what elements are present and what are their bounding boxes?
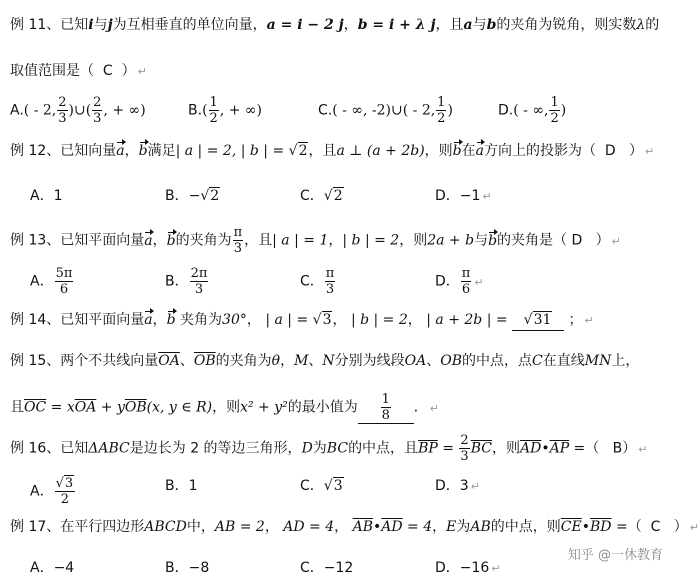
fraction [209,95,219,126]
q15-equation: + y [96,399,125,416]
q11-text: 的夹角为锐角，则实数 [496,17,637,33]
q11-answer: C [102,63,113,79]
denominator: 2 [550,111,559,126]
numerator: π [233,225,243,240]
a-definition: a = i − 2 j [266,17,344,33]
q16-text: 已知 [60,440,89,457]
radicand: 2 [210,188,220,204]
q11-text: 为互相垂直的单位向量， [112,17,267,33]
option-label: A． [30,560,54,576]
vector-b: b [488,232,498,249]
q17-close: ） [673,519,688,535]
option-label: B. [188,102,203,119]
numerator: 2 [93,95,102,110]
option-label: A. [10,102,24,119]
vector-ap: $\overline{AP}$ [549,440,570,457]
q13-close: ） [595,232,610,249]
fraction [459,433,469,464]
q15-answer-blank [358,392,414,424]
denominator: 3 [233,241,242,256]
vector-a: a [463,17,473,33]
fraction [92,95,102,126]
option-value: 3 [459,478,469,494]
vector-b: b [138,143,148,159]
q11-text: 已知 [60,17,89,33]
vector-ad: $\overline{AD}$ [519,440,542,457]
angle-fraction [233,225,244,256]
sqrt-expression: √2 [288,143,308,159]
segment-ab: AB [470,519,491,535]
return-mark-icon: ↵ [429,401,439,415]
q11-text: ，且 [435,17,464,33]
option-value: 1 [188,478,198,494]
vector-i: i [88,17,94,33]
radicand: 3 [333,478,343,494]
vector-oa: $\overline{OA}$ [74,399,97,416]
sqrt-expression: √3 [323,478,343,494]
q14-condition: | a + 2b | = [426,312,513,328]
numerator: π [325,266,335,281]
return-mark-icon: ↵ [611,234,621,248]
vector-a: a [116,143,125,159]
vector-b: b [486,17,497,33]
line-mn: MN [584,353,612,369]
q16-option-b [165,476,198,496]
vector-b: b [166,232,176,249]
q12-text: 方向上的投影为（ [484,143,596,159]
option-label: C． [300,478,324,494]
q15-equation: = x [46,399,75,416]
q12-condition: | a | = 2, | b | = [175,143,289,159]
q13-option-a [30,266,74,297]
return-mark-icon: ↵ [584,314,594,327]
option-label: B． [165,273,189,290]
q13-text: 与 [474,232,489,249]
q15-text: 两个不共线向量 [60,353,159,369]
q15-label: 例 15、 [10,353,61,369]
q17-option-a [30,558,74,578]
fraction [55,476,76,507]
q11-text: 与 [93,17,108,33]
radicand: 2 [298,143,308,159]
q11-text: 的 [645,17,660,33]
dot-symbol: • [541,440,550,457]
q16-text: 是边长为 2 的等边三角形， [129,440,302,457]
option-label: A． [30,188,54,204]
radicand: 3 [64,476,74,491]
q16-close: ） [622,440,637,457]
option-value: −12 [323,560,354,576]
option-value: −16 [459,560,490,576]
option-label: D． [435,273,460,290]
numerator: 1 [437,95,446,110]
option-value: − [188,188,201,204]
option-label: B． [165,560,189,576]
q12-text: ， [124,143,139,159]
q12-text: 已知向量 [60,143,117,159]
vector-bd: $\overline{BD}$ [590,519,612,535]
numerator: 2 [58,95,67,110]
q14-answer: 31 [533,312,552,328]
sqrt-expression: √2 [200,188,220,204]
numerator: 2π [190,266,208,281]
q17-label: 例 17、 [10,519,61,535]
return-mark-icon: ↵ [638,442,648,456]
option-text: ) [560,102,567,119]
denominator: 2 [209,111,218,126]
parallelogram-abcd: ABCD [144,519,187,535]
option-text: ( - 2, [23,102,57,119]
q14-text: ， [152,312,167,328]
option-label: A． [30,483,54,500]
point-n: N [322,353,335,369]
q11-label: 例 11、 [10,17,61,33]
sqrt-expression: √3 [312,312,332,328]
option-label: D． [435,188,460,204]
q15-condition: (x, y ∈ R) [146,399,213,416]
q13-condition: | b | = 2 [342,232,400,249]
q16-stem [10,433,647,464]
vector-b: b [452,143,462,159]
q13-expression: 2a + b [427,232,475,249]
q12-option-c [300,186,344,206]
q12-close: ） [629,143,644,159]
return-mark-icon: ↵ [470,480,480,493]
vector-bp: $\overline{BP}$ [418,440,438,457]
q16-text: 为 [312,440,327,457]
denominator: 3 [194,282,204,297]
segment-ob: OB [440,353,463,369]
dot-symbol: • [373,519,382,535]
option-text: )∪( [68,102,92,119]
q12-perpendicular: a ⊥ (a + 2b) [336,143,425,159]
point-m: M [294,353,309,369]
return-mark-icon: ↵ [491,562,501,575]
q12-answer: D [604,143,616,159]
return-mark-icon: ↵ [689,521,699,534]
segment-oa: OA [404,353,427,369]
q17-option-c [300,558,353,578]
q11-range-text: 取值范围是（ [10,63,94,79]
q14-text: 夹角为 [180,312,223,328]
q16-text: ，则 [491,440,520,457]
option-text: ) [447,102,453,119]
option-label: B． [165,188,189,204]
numerator: 1 [209,95,218,110]
q15-text: 、 [426,353,441,369]
denominator: 6 [461,282,471,297]
q13-condition: | a | = 1 [272,232,329,249]
numerator: 5π [55,266,73,281]
denominator: 6 [59,282,69,297]
return-mark-icon: ↵ [482,190,492,203]
option-text: ( [202,102,208,119]
q14-text: 已知平面向量 [60,312,145,328]
denominator: 3 [58,111,67,126]
q14-tail: ； [568,312,583,328]
option-text: , + ∞) [219,102,263,119]
numerator: 1 [381,392,390,407]
q14-label: 例 14、 [10,312,61,328]
option-label: C． [300,273,324,290]
option-label: A． [30,273,54,290]
fraction [461,266,472,297]
vector-j: j [107,17,113,33]
numerator: 2 [460,433,469,448]
q11-option-c [318,95,453,126]
q16-label: 例 16、 [10,440,61,457]
q16-answer: B [612,440,623,457]
q15-line2 [10,392,439,424]
q11-option-b [188,95,262,126]
numerator: 1 [550,95,559,110]
q14-angle: 30° [222,312,247,328]
q16-option-c [300,476,344,496]
q16-option-d [435,476,480,497]
vector-a: a [475,143,484,159]
q12-text: ，则 [424,143,453,159]
q17-text: =（ [611,519,642,535]
vector-ce: $\overline{CE}$ [560,519,582,535]
denominator: 3 [325,282,335,297]
q17-option-d [435,558,501,579]
theta-symbol: θ [271,353,281,369]
numerator: π [461,266,471,281]
return-mark-icon: ↵ [137,65,147,78]
q17-text: 的中点，则 [490,519,561,535]
q15-end: ． [413,399,428,416]
point-e: E [446,519,457,535]
q13-stem: 例 13、已知平面向量a，b的夹角为 $\frac{\pi}{3}$ ，且| a | = 1，| b | = 2，则2a + b与b的夹角是（ D ） ↵ [10,225,621,256]
q11-text: ， [343,17,358,33]
q17-option-b [165,558,209,578]
option-value: −8 [188,560,210,576]
return-mark-icon: ↵ [645,145,655,158]
q15-text: 上， [611,353,640,369]
q15-line1 [10,351,639,371]
q13-text: 的夹角是（ [497,232,568,249]
q14-condition: | a | = [265,312,313,328]
vector-b: b [166,312,176,328]
point-c: C [532,353,543,369]
fraction [190,266,209,297]
radicand: 3 [322,312,332,328]
q17-condition: = 4 [402,519,433,535]
numerator: √3 [55,476,74,491]
q13-text: 的夹角为 [175,232,232,249]
denominator: 3 [93,111,102,126]
q15-text: 的夹角为 [215,353,272,369]
q12-option-a [30,186,63,206]
q14-condition: | b | = 2 [350,312,408,328]
triangle-abc: ΔABC [88,440,130,457]
point-d: D [301,440,313,457]
fraction [55,266,74,297]
q13-label: 例 13、 [10,232,61,249]
q17-text: 在平行四边形 [60,519,145,535]
q15-text: 的最小值为 [287,399,358,416]
vector-ob: $\overline{OB}$ [193,353,216,369]
q17-text: 中， [186,519,215,535]
q13-text: ，且 [244,232,273,249]
q15-text: 且 [10,399,24,416]
option-text: , + ∞) [103,102,146,119]
option-text: ( - ∞, -2)∪( - 2, [332,102,436,119]
option-label: C. [318,102,333,119]
denominator: 8 [381,408,390,423]
option-label: D. [498,102,514,119]
watermark: 知乎 @一休教育 [567,548,663,563]
option-label: C． [300,560,324,576]
q14-answer-blank [512,310,564,331]
q11-option-a [10,95,146,126]
fraction [436,95,446,126]
q13-option-c [300,266,336,297]
q15-answer [381,392,391,423]
q16-equation: = [437,440,459,457]
q12-option-b [165,186,220,206]
fraction [57,95,67,126]
q15-text: 在直线 [542,353,585,369]
q17-condition: AB = 2 [214,519,265,535]
vector-bc: $\overline{BC}$ [470,440,492,457]
q11-option-d [498,95,566,126]
option-text: ( - ∞, [513,102,549,119]
q16-option-a [30,476,76,507]
option-value: −4 [53,560,75,576]
q11-text: 与 [472,17,487,33]
q17-text: ， [432,519,447,535]
option-label: D． [435,560,460,576]
denominator: 2 [60,492,69,507]
option-value: 1 [53,188,63,204]
q15-text: 的中点，点 [462,353,533,369]
denominator: 3 [460,449,469,464]
q13-text: ，则 [399,232,428,249]
vector-a: a [144,232,153,249]
q15-expression: x² + y² [240,399,288,416]
b-definition: b = i + λ j [357,17,436,33]
option-value: −1 [459,188,481,204]
vector-a: a [144,312,153,328]
radicand: 2 [333,188,343,204]
vector-oa: $\overline{OA}$ [158,353,180,369]
q13-option-d [435,266,484,297]
lambda-symbol: λ [636,17,646,33]
q15-text: 分别为线段 [334,353,405,369]
q16-text: 的中点，且 [348,440,419,457]
fraction [325,266,336,297]
q13-text: 已知平面向量 [60,232,145,249]
q12-stem [10,141,654,162]
denominator: 2 [437,111,446,126]
q13-text: ， [152,232,167,249]
q15-text: ，则 [212,399,241,416]
sqrt-expression: √31 [523,312,552,328]
q14-stem: 例 14、已知平面向量a，b 夹角为30°， | a | = √3， | b | = 2， | a + 2b | = √31 ； ↵ [10,310,594,331]
q15-text: 、 [308,353,323,369]
q16-text: =（ [569,440,600,457]
q12-text: ，且 [308,143,337,159]
q12-label: 例 12、 [10,143,61,159]
option-label: B． [165,478,189,494]
q15-text: ， [280,353,295,369]
segment-bc: BC [326,440,349,457]
option-label: D． [435,478,460,494]
return-mark-icon: ↵ [474,275,484,289]
q12-option-d [435,186,492,207]
q17-text: 为 [456,519,471,535]
q12-text: 在 [461,143,476,159]
vector-ob: $\overline{OB}$ [124,399,147,416]
q11-close: ） [121,63,136,79]
q13-option-b [165,266,209,297]
sqrt-expression: √2 [323,188,343,204]
q17-stem: 例 17、在平行四边形ABCD中，AB = 2， AD = 4， $\overline{AB}•\overline{AD} = 4$，E为AB的中点，则$\overline{CE}•\overline{BD}$ =（ C ） ↵ [10,519,699,535]
vector-oc: $\overline{OC}$ [24,399,47,416]
q11-line2 [10,61,147,82]
option-label: C． [300,188,324,204]
q12-text: 满足 [147,143,176,159]
vector-ab: $\overline{AB}$ [352,519,373,535]
dot-symbol: • [581,519,590,535]
q17-condition: AD = 4 [283,519,335,535]
q15-text: 、 [179,353,194,369]
fraction [549,95,559,126]
q11-line1 [10,15,659,35]
vector-ad: $\overline{AD}$ [381,519,403,535]
q13-answer: D [571,232,583,249]
q17-answer: C [650,519,661,535]
